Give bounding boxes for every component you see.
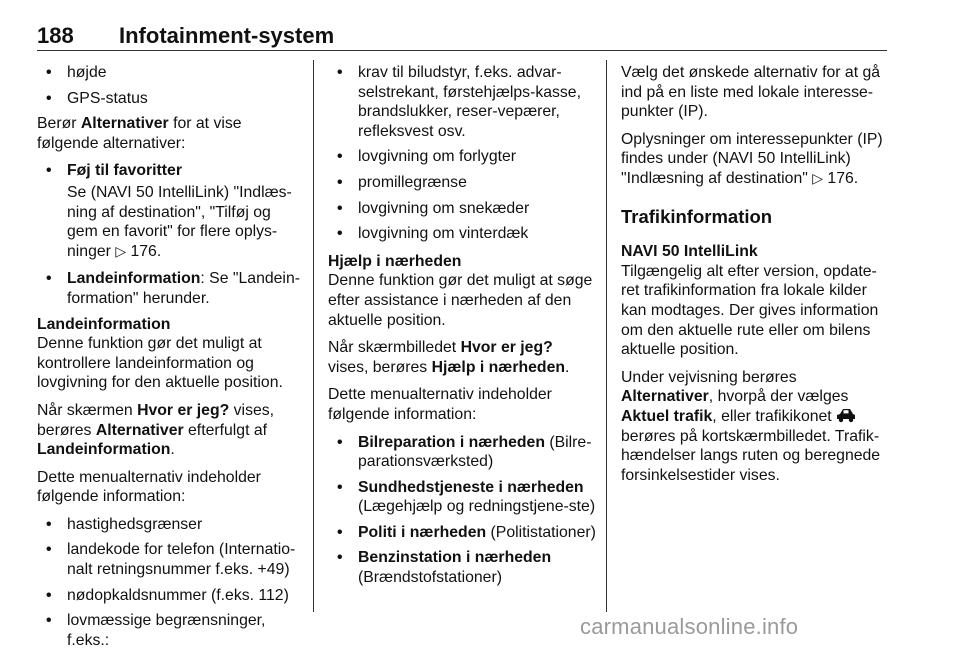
subsection-title: NAVI 50 IntelliLink	[621, 243, 758, 261]
option-gas-station: • Benzinstation i nærheden (Brændstofstationer)	[337, 549, 552, 587]
select-paragraph: Vælg det ønskede alternativ for at gå ind på en liste med lokale interesse-punkter (IP).	[621, 64, 881, 121]
column-3	[621, 63, 889, 493]
section-heading: Trafikinformation	[621, 205, 773, 227]
column-divider-2	[606, 60, 607, 612]
section-text: Denne funktion gør det muligt at kontrollere landeinformation og lovgivning for den aktuelle position.	[37, 335, 283, 392]
contents-paragraph: Dette menualternativ indeholder følgende information:	[328, 386, 552, 423]
option-health-service: • Sundhedstjeneste i nærheden (Lægehjælp og redningstjene-ste)	[337, 478, 596, 516]
header-divider	[37, 50, 887, 51]
page-header	[37, 20, 887, 52]
list-item: • hastighedsgrænser	[46, 515, 203, 533]
list-item: • lovgivning om snekæder	[337, 199, 530, 217]
instruction-paragraph: Når skærmbilledet Hvor er jeg? vises, berøres Hjælp i nærheden.	[328, 339, 570, 376]
option-car-repair: • Bilreparation i nærheden (Bilre-parationsværksted)	[337, 433, 592, 471]
list-item: • lovgivning om vinterdæk	[337, 225, 529, 243]
option-country-info: • Landeinformation: Se "Landein-formation" herunder.	[46, 270, 300, 307]
option-favorites: • Føj til favoritter	[46, 162, 182, 180]
list-item: • nødopkaldsnummer (f.eks. 112)	[46, 586, 289, 604]
list-item: • krav til biludstyr, f.eks. advar-selstrekant, førstehjælps-kasse, brandslukker, reser-vepærer, refleksvest osv.	[337, 64, 581, 140]
favorites-description: Se (NAVI 50 IntelliLink) "Indlæs-ning af destination", "Tilføj og gem en favorit" for flere oplys-ninger ▷ 176.	[67, 183, 292, 260]
section-title: Hjælp i nærheden	[328, 252, 462, 270]
page-reference-arrow-icon: ▷	[115, 242, 127, 259]
instruction-paragraph: Når skærmen Hvor er jeg? vises, berøres Alternativer efterfulgt af Landeinformation.	[37, 401, 275, 459]
list-item: • landekode for telefon (Internatio-nalt retningsnummer f.eks. +49)	[46, 541, 296, 579]
section-title: Landeinformation	[37, 315, 171, 333]
contents-paragraph: Dette menualternativ indeholder følgende information:	[37, 468, 261, 506]
footer-watermark: carmanualsonline.info	[580, 614, 799, 639]
traffic-car-icon	[836, 407, 856, 423]
list-item: • GPS-status	[46, 89, 148, 107]
poi-paragraph: Oplysninger om interessepunkter (IP) findes under (NAVI 50 IntelliLink) "Indlæsning af destination" ▷ 176.	[621, 130, 883, 187]
traffic-paragraph: Tilgængelig alt efter version, opdate-ret trafikinformation fra lokale kilder kan modtages. Der gives information om den aktuelle rute eller om bilens aktuelle position.	[621, 262, 879, 359]
page-reference-arrow-icon: ▷	[812, 169, 824, 186]
option-police: • Politi i nærheden (Politistationer)	[337, 523, 596, 541]
list-item: • lovgivning om forlygter	[337, 148, 517, 166]
intro-paragraph: Berør Alternativer for at vise følgende alternativer:	[37, 115, 242, 152]
page-number: 188	[37, 23, 74, 48]
column-2	[328, 63, 596, 594]
chapter-title: Infotainment-system	[119, 23, 335, 48]
list-item: • promillegrænse	[337, 173, 467, 191]
section-text: Denne funktion gør det muligt at søge efter assistance i nærheden af den aktuelle position.	[328, 272, 593, 329]
column-1	[37, 63, 305, 656]
list-item: • højde	[46, 64, 107, 81]
list-item: • lovmæssige begrænsninger, f.eks.:	[46, 612, 266, 649]
column-divider-1	[313, 60, 314, 612]
guidance-paragraph: Under vejvisning berøres Alternativer, hvorpå der vælges Aktuel trafik, eller trafikikonet berøres på kortskærmbilledet. Trafik-hændelser langs ruten og beregnede forsinkelsestider vises.	[621, 368, 881, 484]
